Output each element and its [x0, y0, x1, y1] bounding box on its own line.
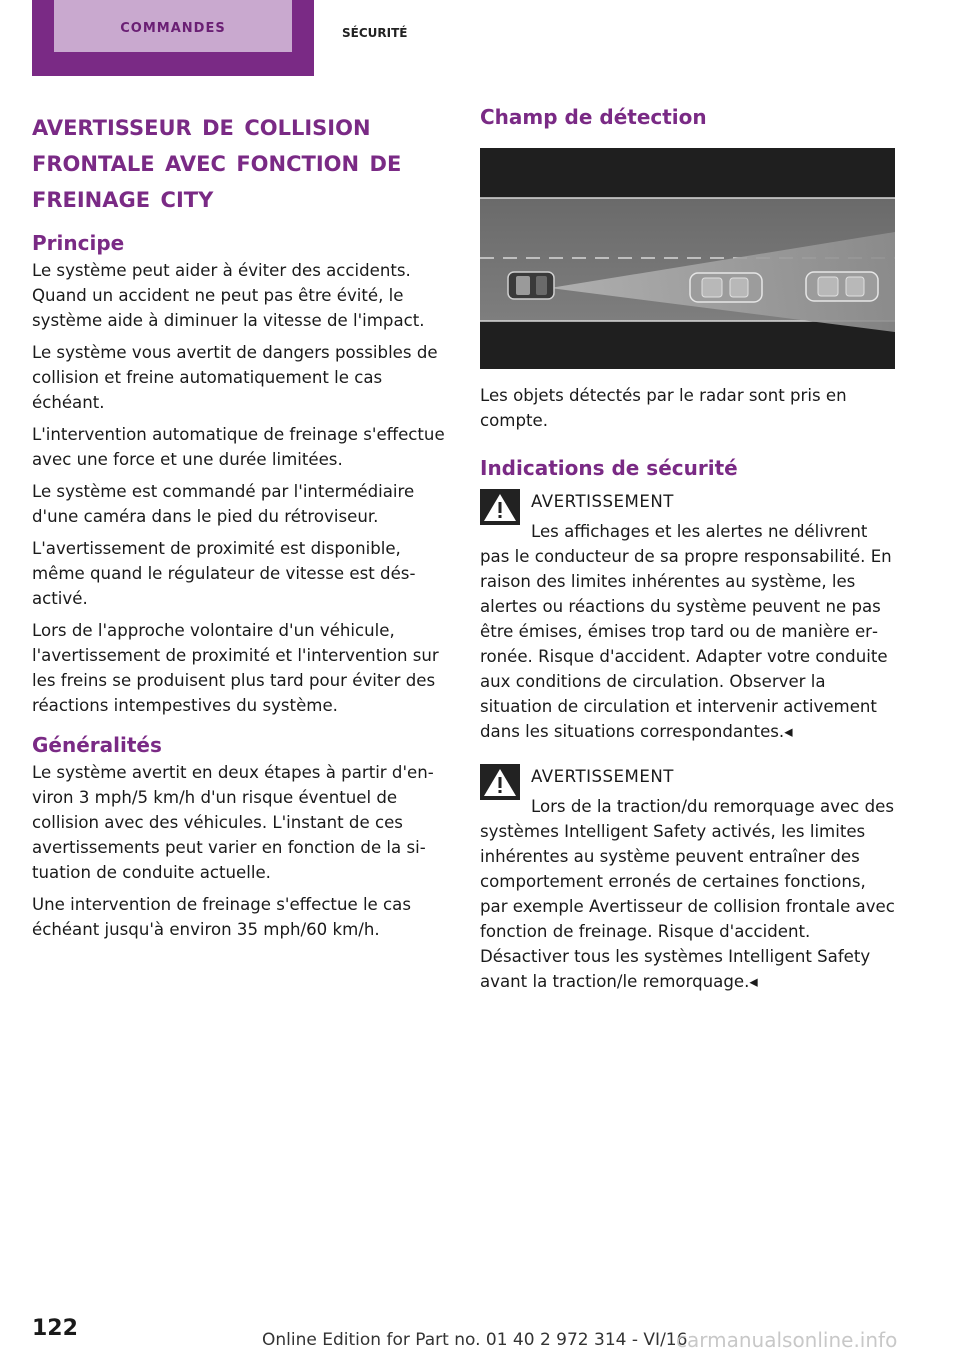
header-tab-commandes — [32, 0, 314, 76]
warning-triangle-icon — [480, 764, 520, 800]
section-indications-securite — [480, 455, 895, 994]
warning-block — [480, 489, 895, 744]
own-car — [508, 272, 554, 299]
heading-generalites: Généralités — [32, 733, 162, 757]
warning-text: Lors de la traction/du remorquage avec des systèmes Intelligent Safety activés, les limites inhérentes au système peuvent entraîner des comportement erronés de certaines fonctions, par exemple Avertisseur de collision frontale avec fonction de freinage. Risque d'accident. Désactiver tous les systèmes Intelligent Safety avant la traction/le remorquage.◂ — [480, 797, 895, 991]
section-generalites — [32, 732, 447, 942]
header-tab-inner — [54, 0, 292, 52]
heading-indications-securite: Indications de sécurité — [480, 456, 738, 480]
detection-field-illustration — [480, 148, 895, 369]
paragraph: L'avertissement de proximité est disponible, même quand le régulateur de vitesse est désactivé. — [32, 539, 416, 608]
detected-car — [806, 272, 878, 301]
paragraph: L'intervention automatique de freinage s'effectue avec une force et une durée limitées. — [32, 425, 445, 469]
heading-principe: Principe — [32, 231, 125, 255]
left-column — [32, 108, 447, 949]
right-column — [480, 104, 895, 1001]
watermark: carmanualsonline.info — [676, 1328, 898, 1352]
paragraph: Une intervention de freinage s'effectue le cas échéant jusqu'à environ 35 mph/60 km/h. — [32, 895, 411, 939]
warning-block — [480, 764, 895, 994]
warning-text: Les affichages et les alertes ne délivrent pas le conducteur de sa propre responsabilité. En raison des limites inhérentes au système, les alertes ou réactions du système peuvent ne pas être émises, émises trop tard ou de manière erronée. Risque d'accident. Adapter votre conduite aux conditions de circulation. Observer la situation de circulation et intervenir activement dans les situations correspondantes.◂ — [480, 522, 892, 741]
heading-champ-detection: Champ de détection — [480, 105, 707, 129]
figure-caption: Les objets détectés par le radar sont pris en compte. — [480, 386, 847, 430]
paragraph: Le système peut aider à éviter des accidents. Quand un accident ne peut pas être évité, le système aide à diminuer la vitesse de l'impact. — [32, 261, 425, 330]
warning-triangle-icon — [480, 489, 520, 525]
header-section-label: sécurité — [342, 22, 408, 42]
section-principe — [32, 230, 447, 718]
paragraph: Le système est commandé par l'intermédiaire d'une caméra dans le pied du rétroviseur. — [32, 482, 415, 526]
header-tab-label: commandes — [120, 15, 226, 37]
page-title: avertisseur de collision frontale avec fonction de freinage city — [32, 108, 402, 215]
paragraph: Le système avertit en deux étapes à partir d'environ 3 mph/5 km/h d'un risque éventuel de collision avec des véhicules. L'instant de ces avertissements peut varier en fonction de la situation de conduite actuelle. — [32, 763, 434, 882]
detected-car — [690, 273, 762, 302]
warning-title: AVERTISSEMENT — [531, 492, 674, 511]
footer-edition: Online Edition for Part no. 01 40 2 972 314 - VI/16 — [262, 1330, 688, 1350]
page-number: 122 — [32, 1316, 78, 1341]
paragraph: Lors de l'approche volontaire d'un véhicule, l'avertissement de proximité et l'intervention sur les freins se produisent plus tard pour éviter des réactions intempestives du système. — [32, 621, 439, 715]
warning-title: AVERTISSEMENT — [531, 767, 674, 786]
paragraph: Le système vous avertit de dangers possibles de collision et freine automatiquement le cas échéant. — [32, 343, 438, 412]
